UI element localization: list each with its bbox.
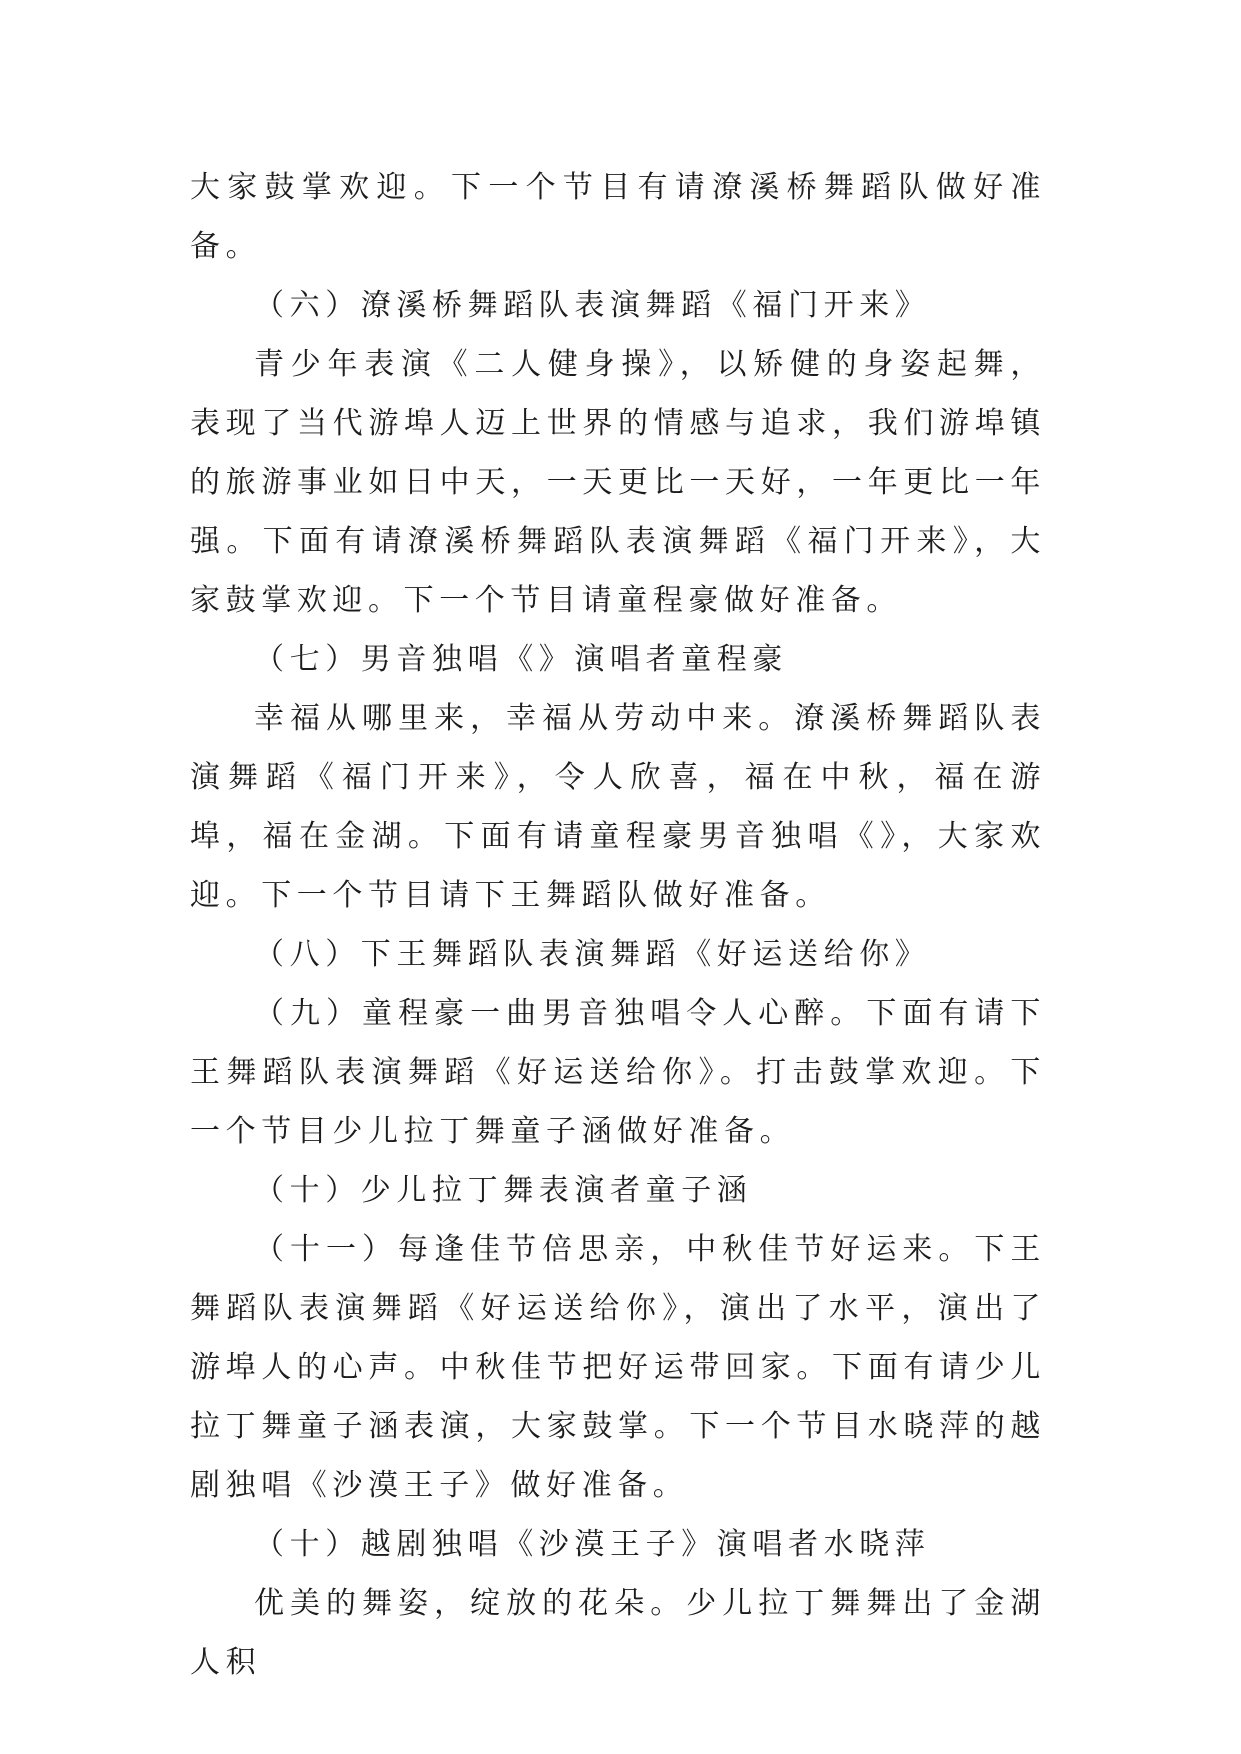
body-paragraph: 优美的舞姿，绽放的花朵。少儿拉丁舞舞出了金湖人积	[190, 1586, 1046, 1680]
document-body	[190, 158, 1046, 1692]
body-paragraph: 大家鼓掌欢迎。下一个节目有请潦溪桥舞蹈队做好准备。	[190, 170, 1046, 264]
body-paragraph: （十一）每逢佳节倍思亲，中秋佳节好运来。下王舞蹈队表演舞蹈《好运送给你》，演出了水平，演出了游埠人的心声。中秋佳节把好运带回家。下面有请少儿拉丁舞童子涵表演，大家鼓掌。下一个节目水晓萍的越剧独唱《沙漠王子》做好准备。	[190, 1232, 1046, 1503]
body-paragraph: 幸福从哪里来，幸福从劳动中来。潦溪桥舞蹈队表演舞蹈《福门开来》，令人欣喜，福在中秋，福在游埠，福在金湖。下面有请童程豪男音独唱《》，大家欢迎。下一个节目请下王舞蹈队做好准备。	[190, 701, 1046, 913]
section-heading: （六）潦溪桥舞蹈队表演舞蹈《福门开来》	[254, 288, 931, 323]
section-heading: （十）越剧独唱《沙漠王子》演唱者水晓萍	[254, 1527, 931, 1562]
section-heading: （十）少儿拉丁舞表演者童子涵	[254, 1173, 753, 1208]
section-heading: （七）男音独唱《》演唱者童程豪	[254, 642, 788, 677]
body-paragraph: 青少年表演《二人健身操》，以矫健的身姿起舞，表现了当代游埠人迈上世界的情感与追求，我们游埠镇的旅游事业如日中天，一天更比一天好，一年更比一年强。下面有请潦溪桥舞蹈队表演舞蹈《福门开来》，大家鼓掌欢迎。下一个节目请童程豪做好准备。	[190, 347, 1046, 618]
section-heading: （八）下王舞蹈队表演舞蹈《好运送给你》	[254, 937, 931, 972]
body-paragraph: （九）童程豪一曲男音独唱令人心醉。下面有请下王舞蹈队表演舞蹈《好运送给你》。打击鼓掌欢迎。下一个节目少儿拉丁舞童子涵做好准备。	[190, 996, 1046, 1149]
